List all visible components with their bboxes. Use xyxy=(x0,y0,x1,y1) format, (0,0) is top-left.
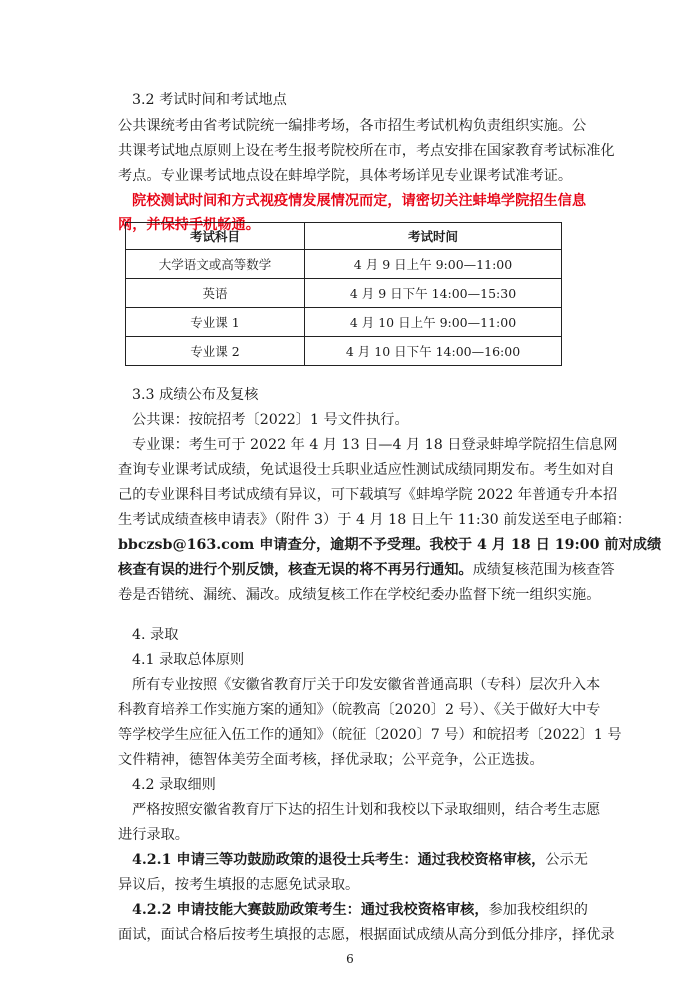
paragraph-line: 文件精神，德智体美劳全面考核，择优录取；公平竞争，公正选拔。 xyxy=(118,752,544,768)
paragraph-line: 考点。专业课考试地点设在蚌埠学院，具体考场详见专业课考试准考证。 xyxy=(118,168,573,184)
paragraph-line: 面试，面试合格后按考生填报的志愿，根据面试成绩从高分到低分排序，择优录 xyxy=(118,927,615,943)
bold-text: 4.2.2 申请技能大赛鼓励政策考生：通过我校资格审核， xyxy=(132,902,489,918)
paragraph-line xyxy=(132,898,602,923)
paragraph-line: 共课考试地点原则上设在考生报考院校所在市，考点安排在国家教育考试标准化 xyxy=(118,143,615,159)
exam-schedule-table xyxy=(125,222,562,366)
paragraph-line: 查询专业课考试成绩，免试退役士兵职业适应性测试成绩同期发布。考生如对自 xyxy=(118,462,615,478)
table-row xyxy=(126,250,562,279)
table-header-row xyxy=(126,223,562,250)
bold-text: 4.2.1 申请三等功鼓励政策的退役士兵考生：通过我校资格审核， xyxy=(132,852,546,868)
paragraph-line xyxy=(118,558,615,583)
table-row xyxy=(126,308,562,337)
red-notice-line: 院校测试时间和方式视疫情发展情况而定，请密切关注蚌埠学院招生信息 xyxy=(132,193,587,209)
section-heading-4-1: 4.1 录取总体原则 xyxy=(132,652,245,668)
table-cell-time: 4 月 9 日上午 9:00—11:00 xyxy=(305,250,562,279)
section-heading-4-2: 4.2 录取细则 xyxy=(132,777,216,793)
normal-text: 公示无 xyxy=(545,852,588,868)
paragraph-line: 科教育培养工作实施方案的通知》（皖教高〔2020〕2 号）、《关于做好大中专 xyxy=(118,702,601,718)
page-number: 6 xyxy=(346,952,354,966)
bold-paragraph-line: bbczsb@163.com 申请查分，逾期不予受理。我校于 4 月 18 日 19:00 前对成绩 xyxy=(118,537,662,553)
normal-text: 成绩复核范围为核查答 xyxy=(472,562,615,578)
paragraph-line xyxy=(132,848,602,873)
table-header-time: 考试时间 xyxy=(305,223,562,250)
bold-text: 核查有误的进行个别反馈，核查无误的将不再另行通知。 xyxy=(118,562,473,578)
table-cell-subject: 大学语文或高等数学 xyxy=(126,250,305,279)
paragraph-line: 生考试成绩查核申请表》（附件 3）于 4 月 18 日上午 11:30 前发送至电子邮箱： xyxy=(118,512,631,528)
paragraph-line: 卷是否错统、漏统、漏改。成绩复核工作在学校纪委办监督下统一组织实施。 xyxy=(118,587,601,603)
section-heading-4: 4. 录取 xyxy=(132,627,179,643)
paragraph-line: 进行录取。 xyxy=(118,827,189,843)
paragraph-line: 严格按照安徽省教育厅下达的招生计划和我校以下录取细则，结合考生志愿 xyxy=(132,802,601,818)
normal-text: 参加我校组织的 xyxy=(488,902,588,918)
paragraph-line: 己的专业课科目考试成绩有异议，可下载填写《蚌埠学院 2022 年普通专升本招 xyxy=(118,487,618,503)
table-row xyxy=(126,337,562,366)
paragraph-line: 等学校学生应征入伍工作的通知》（皖征〔2020〕7 号）和皖招考〔2022〕1 号 xyxy=(118,727,622,743)
paragraph-line: 异议后，按考生填报的志愿免试录取。 xyxy=(118,877,360,893)
section-heading-3-3: 3.3 成绩公布及复核 xyxy=(132,387,259,403)
paragraph-line: 专业课：考生可于 2022 年 4 月 13 日—4 月 18 日登录蚌埠学院招生信息网 xyxy=(132,437,618,453)
table-header-subject: 考试科目 xyxy=(126,223,305,250)
table-cell-subject: 英语 xyxy=(126,279,305,308)
table-cell-subject: 专业课 1 xyxy=(126,308,305,337)
paragraph-line: 公共课：按皖招考〔2022〕1 号文件执行。 xyxy=(132,412,409,428)
paragraph-line: 公共课统考由省考试院统一编排考场，各市招生考试机构负责组织实施。公 xyxy=(118,118,587,134)
table-cell-subject: 专业课 2 xyxy=(126,337,305,366)
table-cell-time: 4 月 10 日下午 14:00—16:00 xyxy=(305,337,562,366)
paragraph-line: 所有专业按照《安徽省教育厅关于印发安徽省普通高职（专科）层次升入本 xyxy=(132,677,601,693)
table-cell-time: 4 月 10 日上午 9:00—11:00 xyxy=(305,308,562,337)
table-cell-time: 4 月 9 日下午 14:00—15:30 xyxy=(305,279,562,308)
table-row xyxy=(126,279,562,308)
red-notice-line: 网，并保持手机畅通。 xyxy=(118,217,260,233)
section-heading-3-2: 3.2 考试时间和考试地点 xyxy=(132,92,287,108)
